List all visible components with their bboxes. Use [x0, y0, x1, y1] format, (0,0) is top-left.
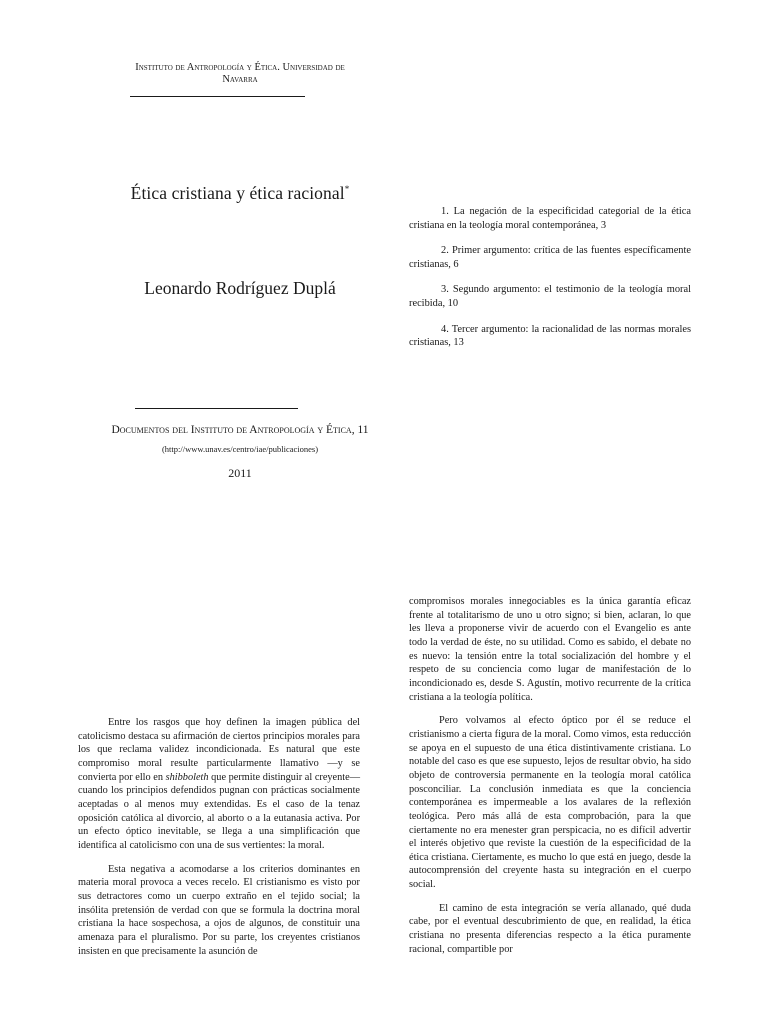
- institute-header: [80, 62, 400, 86]
- table-of-contents: [409, 205, 691, 362]
- institute-line-1: Instituto de Antropología y Ética. Universidad de: [135, 62, 345, 73]
- left-body-column: [78, 716, 360, 968]
- body-paragraph: [78, 716, 360, 853]
- body-paragraph: El camino de esta integración se vería allanado, qué duda cabe, por el eventual descubrimiento de que, en realidad, la ética cristiana no presenta diferencias respecto a la ética puramente racional, compartible por: [409, 902, 691, 955]
- series-divider: [135, 408, 298, 409]
- right-body-column: [409, 595, 691, 966]
- header-divider: [130, 96, 305, 97]
- body-paragraph: Esta negativa a acomodarse a los criterios dominantes en materia moral provoca a veces recelo. El cristianismo es visto por sus detractores como un cuerpo extraño en el tejido social; la insólita pretensión de verdad con que se formula la doctrina moral cristiana la hace sospechosa, a ojos de algunos, de constituir una amenaza para el pluralismo. Por su parte, los creyentes cristianos insisten en que precisamente la asunción de: [78, 863, 360, 957]
- toc-entry: 3. Segundo argumento: el testimonio de la teología moral recibida, 10: [409, 284, 691, 309]
- toc-entry: 1. La negación de la especificidad categorial de la ética cristiana en la teología moral contemporánea, 3: [409, 206, 691, 231]
- paragraph-text: que permite distinguir al creyente— cuando los principios defendidos pugnan con prácticas socialmente aceptadas o al menos muy extendidas. Es el caso de la tenaz oposición católica al divorcio, al aborto o a la eutanasia activa. Por un efecto óptico inevitable, se llega a una simplificación que identifica al catolicismo con una de sus vertientes: la moral.: [78, 771, 360, 851]
- institute-line-2: Navarra: [222, 74, 258, 85]
- title-footnote-mark: *: [344, 184, 350, 195]
- title-text: Ética cristiana y ética racional: [130, 183, 345, 203]
- body-paragraph: Pero volvamos al efecto óptico por él se reduce el cristianismo a cierta figura de la moral. Como vimos, esta reducción se apoya en el supuesto de una ética distintivamente cristiana. Lo notable del caso es que ese supuesto, lejos de resultar obvio, ha sido objeto de controversia permanente en la teología moral católica posconciliar. La conclusión inmediata es que la conciencia contemporánea es impermeable a los avalares de la reflexión teológica. Pero más allá de esta comprobación, para la que ciertamente no era menester gran perspicacia, no es difícil advertir el interés objetivo que reviste la cuestión de la especificidad de la ética cristiana. Ciertamente, es mucho lo que está en juego, desde la autocomprensión del creyente hasta su integración en el cuerpo social.: [409, 715, 691, 891]
- italic-term: shibboleth: [165, 771, 209, 783]
- series-url: (http://www.unav.es/centro/iae/publicaciones): [161, 444, 319, 454]
- toc-entry: 4. Tercer argumento: la racionalidad de las normas morales cristianas, 13: [409, 323, 691, 349]
- body-paragraph: compromisos morales innegociables es la única garantía eficaz frente al totalitarismo de uno u otro signo; si bien, aclaran, lo que les lleva a proponerse vivir de acuerdo con el Evangelio es ante todo la verdad de éste, no su utilidad. Como es sabido, el debate no es nuevo: la tensión entre la total socialización del hombre y el respeto de su conciencia como lugar de manifestación de lo incondicionado es, desde S. Agustín, motivo recurrente de la crítica cristiana a la teología política.: [409, 596, 691, 703]
- series-name: Documentos del Instituto de Antropología y Ética, 11: [111, 424, 369, 436]
- document-title: [60, 183, 420, 204]
- toc-entry: 2. Primer argumento: crítica de las fuentes específicamente cristianas, 6: [409, 245, 691, 270]
- author-name: Leonardo Rodríguez Duplá: [144, 278, 336, 298]
- publication-year: 2011: [228, 466, 252, 480]
- paragraph-text: Entre los rasgos que hoy definen la imagen pública del catolicismo destaca su afirmación de ciertos principios morales para los que reclama validez incondicionada. Es natural que este compromiso moral resulte particularmente llamativo —y se convierta por ello en: [78, 717, 360, 783]
